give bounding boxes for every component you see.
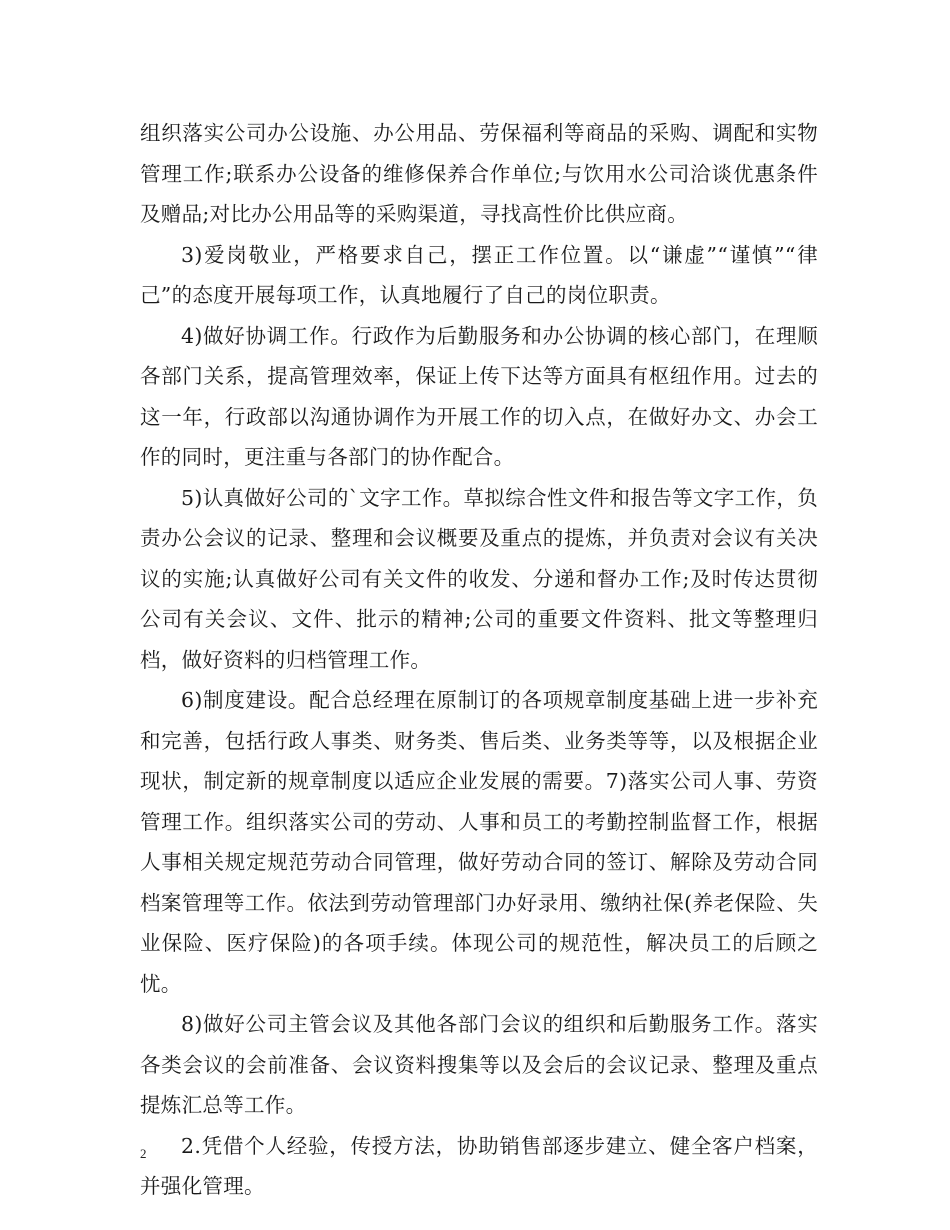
paragraph-item-8: 8)做好公司主管会议及其他各部门会议的组织和后勤服务工作。落实各类会议的会前准备、会议资料搜集等以及会后的会议记录、整理及重点提炼汇总等工作。 [140, 1012, 818, 1117]
page-number: 2 [140, 1146, 147, 1161]
paragraph-item-3: 3)爱岗敬业，严格要求自己，摆正工作位置。以“谦虚”“谨慎”“律己”的态度开展每项工作，认真地履行了自己的岗位职责。 [140, 242, 818, 307]
paragraph-procurement-continued: 组织落实公司办公设施、办公用品、劳保福利等商品的采购、调配和实物管理工作;联系办公设备的维修保养合作单位;与饮用水公司洽谈优惠条件及赠品;对比办公用品等的采购渠道，寻找高性价比供应商。 [140, 121, 818, 226]
document-body [140, 113, 818, 1207]
paragraph-item-5: 5)认真做好公司的`文字工作。草拟综合性文件和报告等文字工作，负责办公会议的记录、整理和会议概要及重点的提炼，并负责对会议有关决议的实施;认真做好公司有关文件的收发、分递和督办工作;及时传达贯彻公司有关会议、文件、批示的精神;公司的重要文件资料、批文等整理归档，做好资料的归档管理工作。 [140, 485, 818, 672]
paragraph-item-6-7: 6)制度建设。配合总经理在原制订的各项规章制度基础上进一步补充和完善，包括行政人事类、财务类、售后类、业务类等等，以及根据企业现状，制定新的规章制度以适应企业发展的需要。7)落实公司人事、劳资管理工作。组织落实公司的劳动、人事和员工的考勤控制监督工作，根据人事相关规定规范劳动合同管理，做好劳动合同的签订、解除及劳动合同档案管理等工作。依法到劳动管理部门办好录用、缴纳社保(养老保险、失业保险、医疗保险)的各项手续。体现公司的规范性，解决员工的后顾之忧。 [140, 688, 818, 996]
paragraph-item-4: 4)做好协调工作。行政作为后勤服务和办公协调的核心部门，在理顺各部门关系，提高管理效率，保证上传下达等方面具有枢纽作用。过去的这一年，行政部以沟通协调作为开展工作的切入点，在做好办文、办会工作的同时，更注重与各部门的协作配合。 [140, 323, 818, 469]
paragraph-section-2: 2.凭借个人经验，传授方法，协助销售部逐步建立、健全客户档案，并强化管理。 [140, 1133, 818, 1198]
